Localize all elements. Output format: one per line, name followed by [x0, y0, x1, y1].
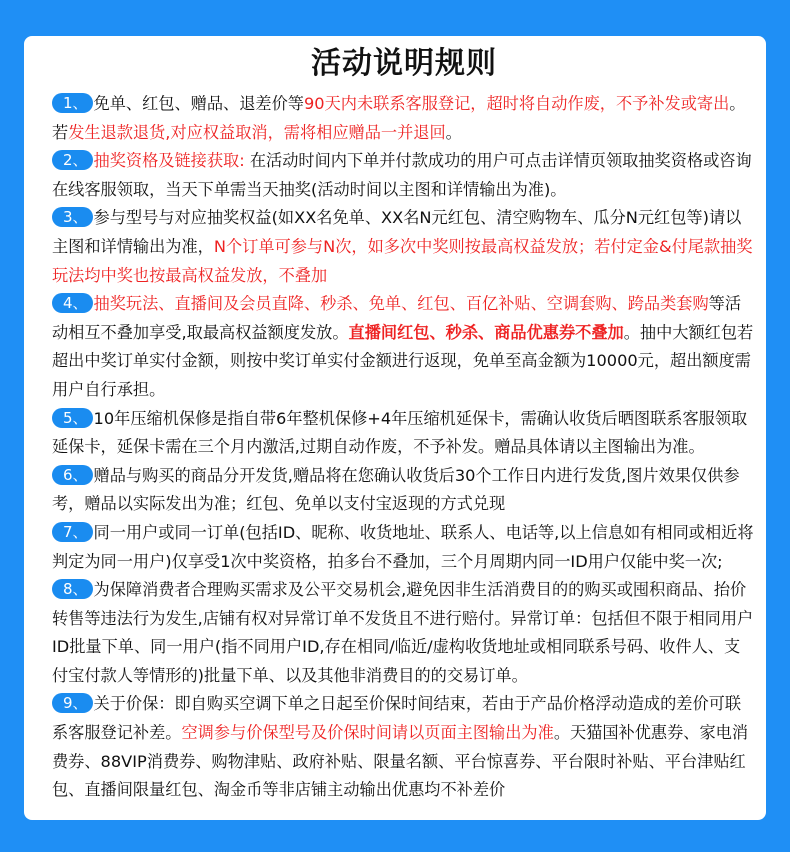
rules-card: [24, 36, 766, 820]
rule-text: 免单、红包、赠品、退差价等: [93, 94, 304, 113]
rule-item: [52, 576, 756, 690]
rule-text: 为保障消费者合理购买需求及公平交易机会,避免因非生活消费目的的购买或囤积商品、抬价转售等违法行为发生,店铺有权对异常订单不发货且不进行赔付。异常订单：包括但不限于相同用户ID批量下单、同一用户(指不同用户ID,存在相同/临近/虚构收货地址或相同联系号码、收件人、支付宝付款人等情形的)批量下单、以及其他非消费目的的交易订单。: [52, 580, 754, 685]
rule-item: [52, 690, 756, 804]
rule-item: [52, 290, 756, 404]
rule-text: 等活动相互不叠加享受,取最高权益额度发放。: [52, 294, 742, 342]
rule-text: 。天猫国补优惠券、家电消费券、88VIP消费券、购物津贴、政府补贴、限量名额、平台惊喜券、平台限时补贴、平台津贴红包、直播间限量红包、淘金币等非店铺主动输出优惠均不补差价: [52, 723, 749, 800]
rule-item: [52, 90, 756, 147]
rule-text: 在活动时间内下单并付款成功的用户可点击详情页领取抽奖资格或咨询在线客服领取，当天下单需当天抽奖(活动时间以主图和详情输出为准)。: [52, 151, 752, 199]
rule-item: [52, 147, 756, 204]
rule-item: [52, 405, 756, 462]
rule-highlight-text: 直播间红包、秒杀、商品优惠券不叠加: [348, 322, 624, 342]
rule-highlight-text: 90天内未联系客服登记，超时将自动作废，不予补发或寄出: [303, 94, 730, 113]
rule-highlight-text: 空调参与价保型号及价保时间请以页面主图输出为准: [181, 723, 554, 743]
page-title: 活动说明规则: [311, 46, 497, 81]
rule-text: 。抽中大额红包若超出中奖订单实付金额，则按中奖订单实付金额进行返现，免单至高金额为10000元，超出额度需用户自行承担。: [52, 322, 754, 399]
rule-highlight-text: 抽奖玩法、直播间及会员直降、秒杀、免单、红包、百亿补贴、空调套购、跨品类套购: [93, 294, 709, 314]
rule-item: [52, 519, 756, 576]
rule-highlight-text: 抽奖资格及链接获取:: [93, 151, 245, 171]
rule-number-badge: 2、: [52, 150, 93, 170]
rule-text: 。: [445, 122, 462, 142]
rule-text: 关于价保：即自购买空调下单之日起至价保时间结束，若由于产品价格浮动造成的差价可联系客服登记补差。: [52, 694, 742, 743]
rule-number-badge: 9、: [52, 693, 93, 713]
rule-item: [52, 462, 756, 519]
rule-highlight-text: 发生退款退货,对应权益取消，需将相应赠品一并退回: [68, 122, 446, 142]
rules-list: [52, 90, 756, 805]
rule-number-badge: 6、: [52, 465, 93, 485]
rule-item: [52, 204, 756, 290]
rule-number-badge: 5、: [52, 408, 93, 428]
rule-highlight-text: N个订单可参与N次，如多次中奖则按最高权益发放；若付定金&付尾款抽奖玩法均中奖也按最高权益发放，不叠加: [52, 236, 753, 285]
rule-text: 10年压缩机保修是指自带6年整机保修+4年压缩机延保卡，需确认收货后晒图联系客服领取延保卡，延保卡需在三个月内激活,过期自动作废，不予补发。赠品具体请以主图输出为准。: [52, 408, 748, 457]
rule-text: 同一用户或同一订单(包括ID、昵称、收货地址、联系人、电话等,以上信息如有相同或相近将判定为同一用户)仅享受1次中奖资格，拍多台不叠加，三个月周期内同一ID用户仅能中奖一次;: [52, 522, 754, 571]
rule-text: 参与型号与对应抽奖权益(如XX名免单、XX名N元红包、清空购物车、瓜分N元红包等)请以主图和详情输出为准，: [52, 208, 742, 256]
rule-number-badge: 8、: [52, 579, 93, 599]
rule-number-badge: 7、: [52, 522, 93, 542]
rule-text: 赠品与购买的商品分开发货,赠品将在您确认收货后30个工作日内进行发货,图片效果仅供参考，赠品以实际发出为准；红包、免单以支付宝返现的方式兑现: [52, 465, 740, 514]
rule-number-badge: 4、: [52, 293, 93, 313]
rule-text: 。若: [52, 94, 746, 142]
rule-number-badge: 3、: [52, 207, 93, 227]
rule-number-badge: 1、: [52, 93, 93, 113]
